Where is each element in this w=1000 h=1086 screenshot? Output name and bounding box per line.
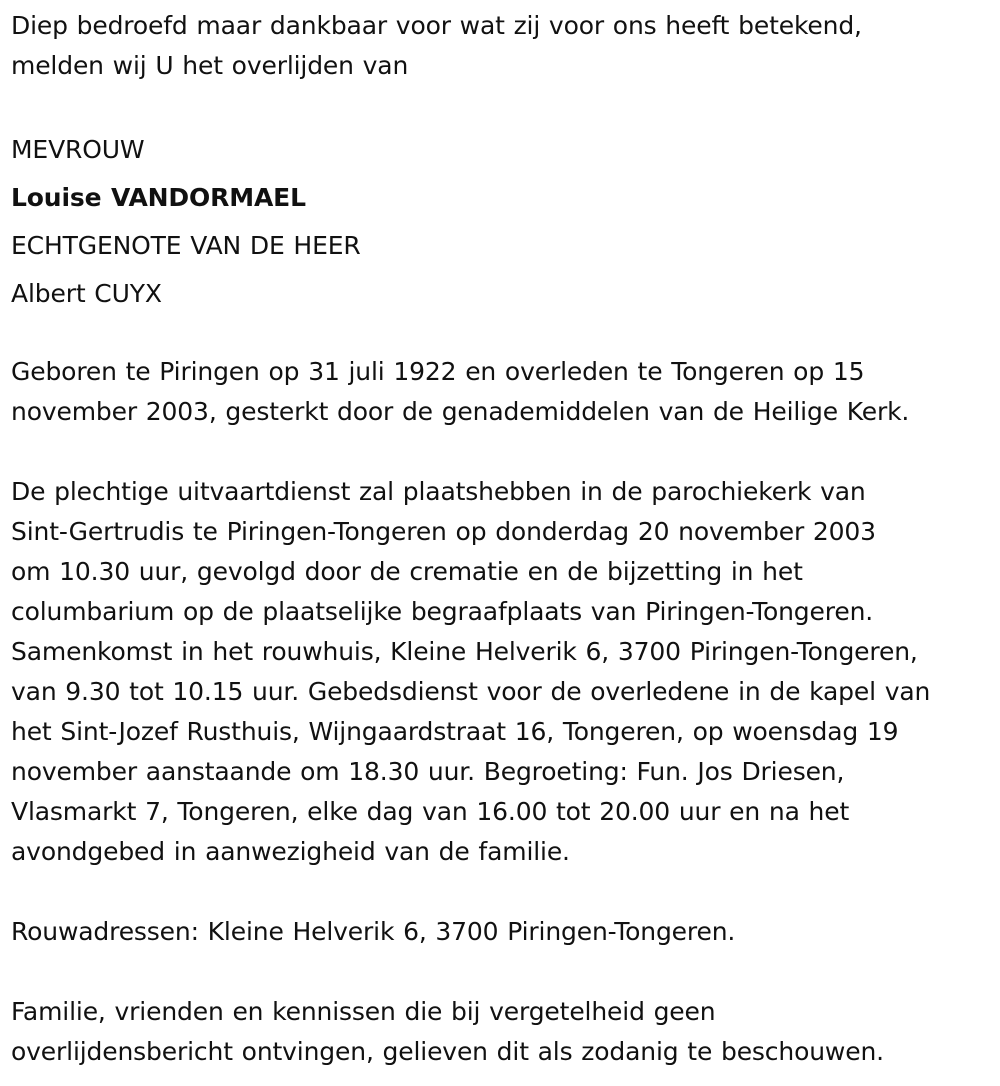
service-line: De plechtige uitvaartdienst zal plaatshebben in de parochiekerk van (11, 477, 866, 506)
spouse-name: Albert CUYX (11, 279, 162, 308)
service-line: Sint-Gertrudis te Piringen-Tongeren op donderdag 20 november 2003 (11, 517, 876, 546)
closing-line: overlijdensbericht ontvingen, gelieven dit als zodanig te beschouwen. (11, 1037, 884, 1066)
intro-paragraph (11, 6, 991, 86)
service-line: columbarium op de plaatselijke begraafplaats van Piringen-Tongeren. (11, 597, 874, 626)
spouse-relation: ECHTGENOTE VAN DE HEER (11, 231, 361, 260)
intro-line: Diep bedroefd maar dankbaar voor wat zij voor ons heeft betekend, (11, 11, 862, 40)
closing-line: Familie, vrienden en kennissen die bij vergetelheid geen (11, 997, 716, 1026)
birth-death-paragraph (11, 352, 991, 432)
deceased-name: Louise VANDORMAEL (11, 183, 306, 212)
service-line: avondgebed in aanwezigheid van de familie. (11, 837, 570, 866)
mourning-address-line: Rouwadressen: Kleine Helverik 6, 3700 Piringen-Tongeren. (11, 917, 736, 946)
service-line: van 9.30 tot 10.15 uur. Gebedsdienst voor de overledene in de kapel van (11, 677, 931, 706)
honorific: MEVROUW (11, 135, 145, 164)
closing-paragraph (11, 992, 991, 1072)
service-line: het Sint-Jozef Rusthuis, Wijngaardstraat 16, Tongeren, op woensdag 19 (11, 717, 899, 746)
intro-line: melden wij U het overlijden van (11, 51, 409, 80)
service-line: november aanstaande om 18.30 uur. Begroeting: Fun. Jos Driesen, (11, 757, 845, 786)
funeral-service-paragraph (11, 472, 991, 872)
birth-death-line: Geboren te Piringen op 31 juli 1922 en overleden te Tongeren op 15 (11, 357, 865, 386)
deceased-block (11, 126, 991, 318)
service-line: Vlasmarkt 7, Tongeren, elke dag van 16.00 tot 20.00 uur en na het (11, 797, 850, 826)
obituary-document (11, 6, 991, 1072)
birth-death-line: november 2003, gesterkt door de genademiddelen van de Heilige Kerk. (11, 397, 910, 426)
service-line: om 10.30 uur, gevolgd door de crematie en de bijzetting in het (11, 557, 803, 586)
service-line: Samenkomst in het rouwhuis, Kleine Helverik 6, 3700 Piringen-Tongeren, (11, 637, 918, 666)
mourning-address-paragraph (11, 912, 991, 952)
